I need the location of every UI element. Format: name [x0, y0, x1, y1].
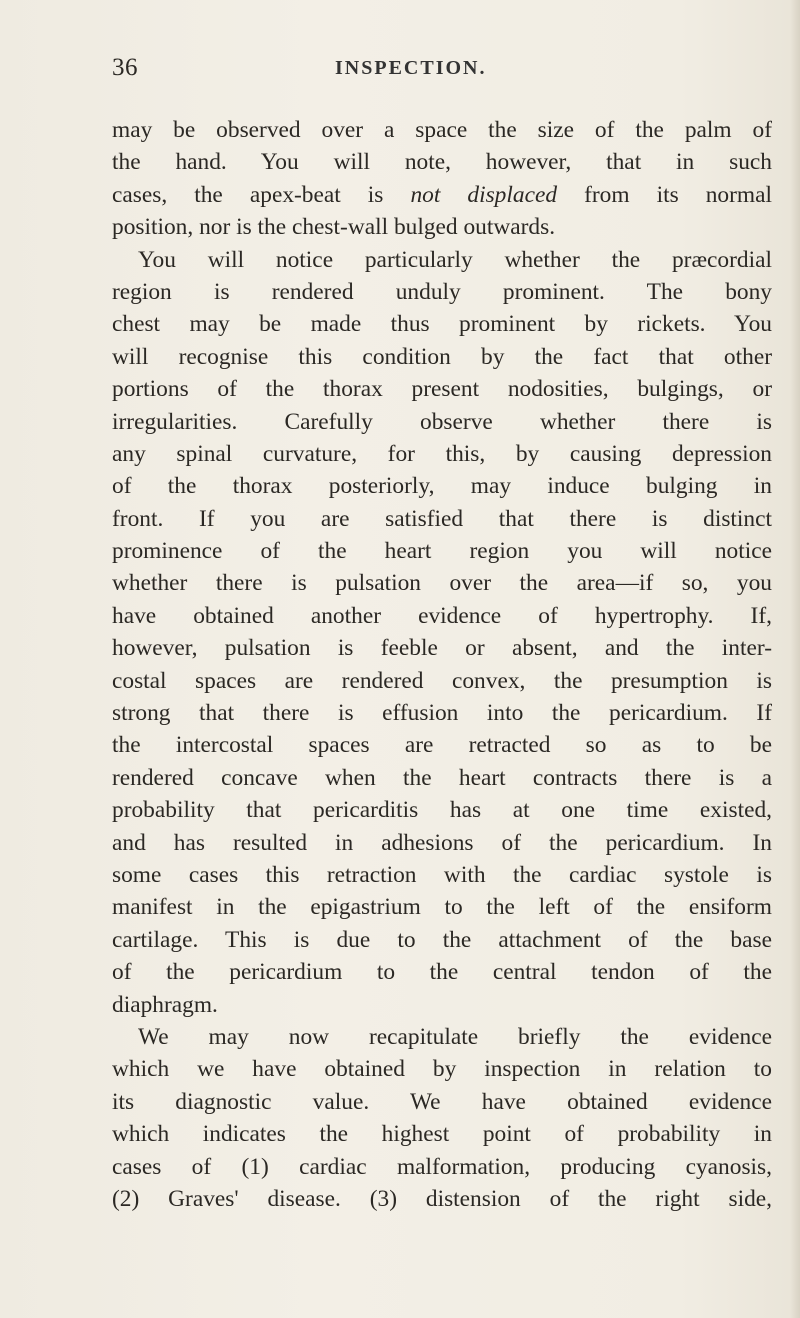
italic-phrase: not displaced	[410, 181, 558, 208]
text-line: chest may be made thus prominent by rickets. You	[112, 311, 772, 338]
text-line: its diagnostic value. We have obtained evidence	[112, 1088, 772, 1115]
text-line: cartilage. This is due to the attachment of the base	[112, 926, 772, 953]
text-line: front. If you are satisfied that there is distinct	[112, 505, 772, 532]
text-line: strong that there is effusion into the pericardium. If	[112, 700, 772, 727]
text-line: whether there is pulsation over the area—if so, you	[112, 570, 772, 597]
page-number: 36	[112, 54, 138, 81]
text-line: of the thorax posteriorly, may induce bulging in	[112, 473, 772, 500]
text-line: however, pulsation is feeble or absent, and the inter-	[112, 635, 772, 662]
text-line: region is rendered unduly prominent. The bony	[112, 278, 772, 305]
text-line	[112, 179, 772, 211]
text-run: from its normal	[557, 181, 772, 208]
text-line: portions of the thorax present nodosities, bulgings, or	[112, 376, 772, 403]
body-text	[112, 114, 772, 1215]
text-line: the hand. You will note, however, that in such	[112, 149, 772, 176]
text-line: costal spaces are rendered convex, the presumption is	[112, 667, 772, 694]
text-run: cases, the apex-beat is	[112, 181, 411, 208]
text-line: which indicates the highest point of probability in	[112, 1121, 772, 1148]
text-line: of the pericardium to the central tendon of the	[112, 959, 772, 986]
text-line: probability that pericarditis has at one time existed,	[112, 797, 772, 824]
text-line: prominence of the heart region you will notice	[112, 538, 772, 565]
text-line: and has resulted in adhesions of the pericardium. In	[112, 829, 772, 856]
text-line: manifest in the epigastrium to the left of the ensiform	[112, 894, 772, 921]
text-line: any spinal curvature, for this, by causing depression	[112, 440, 772, 467]
text-line: cases of (1) cardiac malformation, producing cyanosis,	[112, 1153, 772, 1180]
text-line: will recognise this condition by the fact that other	[112, 343, 772, 370]
text-line: rendered concave when the heart contracts there is a	[112, 764, 772, 791]
text-line: the intercostal spaces are retracted so as to be	[112, 732, 772, 759]
text-line: may be observed over a space the size of the palm of	[112, 117, 772, 143]
text-line: (2) Graves' disease. (3) distension of the right side,	[112, 1185, 772, 1212]
text-line: have obtained another evidence of hypertrophy. If,	[112, 602, 772, 629]
text-line: irregularities. Carefully observe whether there is	[112, 408, 772, 435]
page-edge-shadow	[790, 0, 800, 1318]
paragraph-start-line: You will notice particularly whether the præcordial	[138, 246, 772, 273]
running-head: INSPECTION.	[335, 57, 487, 79]
text-line: some cases this retraction with the cardiac systole is	[112, 861, 772, 888]
text-line: which we have obtained by inspection in relation to	[112, 1056, 772, 1083]
text-line: position, nor is the chest-wall bulged outwards.	[112, 214, 556, 241]
page-header	[0, 54, 800, 84]
text-line: diaphragm.	[112, 991, 218, 1018]
paragraph-start-line: We may now recapitulate briefly the evidence	[138, 1023, 772, 1050]
